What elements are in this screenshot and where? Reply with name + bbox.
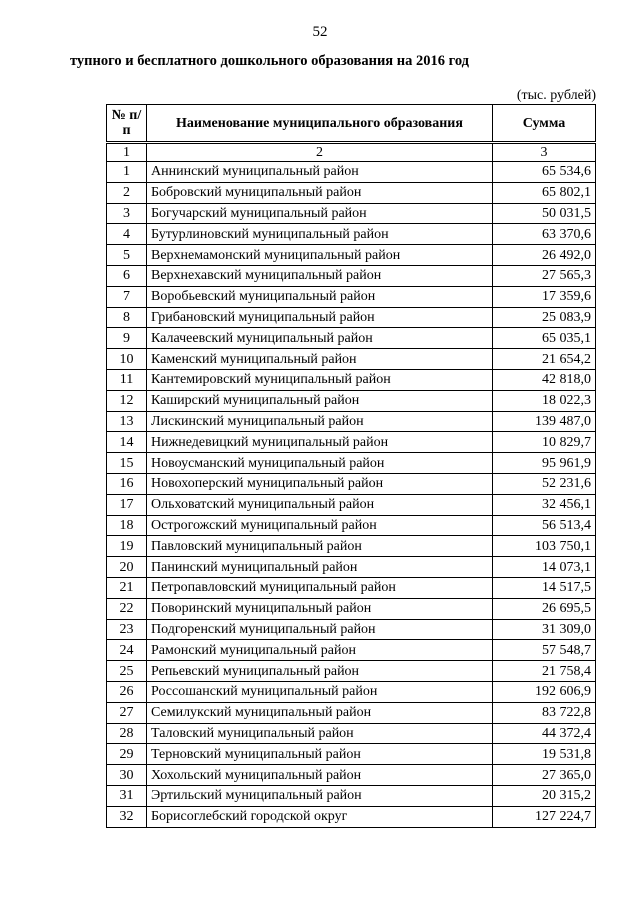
row-number: 31 <box>107 785 147 806</box>
table-row <box>107 203 596 224</box>
row-number: 2 <box>107 182 147 203</box>
row-number: 24 <box>107 640 147 661</box>
table-row <box>107 785 596 806</box>
table-row <box>107 515 596 536</box>
row-number: 9 <box>107 328 147 349</box>
table-row <box>107 640 596 661</box>
row-sum: 52 231,6 <box>493 473 596 494</box>
row-number: 23 <box>107 619 147 640</box>
document-title: тупного и бесплатного дошкольного образования на 2016 год <box>70 53 470 69</box>
row-sum: 27 565,3 <box>493 265 596 286</box>
row-number: 8 <box>107 307 147 328</box>
table-row <box>107 369 596 390</box>
table-row <box>107 723 596 744</box>
row-sum: 26 492,0 <box>493 245 596 266</box>
municipality-name: Бутурлиновский муниципальный район <box>147 224 493 245</box>
row-sum: 65 534,6 <box>493 162 596 183</box>
table-body <box>107 162 596 828</box>
row-sum: 65 802,1 <box>493 182 596 203</box>
table-row <box>107 744 596 765</box>
page-number: 52 <box>312 24 328 40</box>
row-sum: 21 758,4 <box>493 661 596 682</box>
table-row <box>107 494 596 515</box>
row-number: 26 <box>107 681 147 702</box>
row-number: 27 <box>107 702 147 723</box>
row-sum: 83 722,8 <box>493 702 596 723</box>
row-number: 30 <box>107 765 147 786</box>
table-row <box>107 432 596 453</box>
row-number: 28 <box>107 723 147 744</box>
row-sum: 19 531,8 <box>493 744 596 765</box>
row-number: 10 <box>107 349 147 370</box>
municipality-name: Панинский муниципальный район <box>147 557 493 578</box>
table-row <box>107 390 596 411</box>
municipality-name: Борисоглебский городской округ <box>147 806 493 827</box>
municipality-name: Эртильский муниципальный район <box>147 785 493 806</box>
row-sum: 26 695,5 <box>493 598 596 619</box>
row-number: 18 <box>107 515 147 536</box>
column-number: 1 <box>107 143 147 162</box>
municipality-name: Россошанский муниципальный район <box>147 681 493 702</box>
municipality-name: Каменский муниципальный район <box>147 349 493 370</box>
municipality-name: Терновский муниципальный район <box>147 744 493 765</box>
municipality-name: Воробьевский муниципальный район <box>147 286 493 307</box>
municipality-name: Нижнедевицкий муниципальный район <box>147 432 493 453</box>
municipality-name: Грибановский муниципальный район <box>147 307 493 328</box>
municipality-name: Петропавловский муниципальный район <box>147 577 493 598</box>
row-sum: 18 022,3 <box>493 390 596 411</box>
municipality-name: Хохольский муниципальный район <box>147 765 493 786</box>
row-sum: 95 961,9 <box>493 453 596 474</box>
row-sum: 25 083,9 <box>493 307 596 328</box>
table-row <box>107 307 596 328</box>
table-row <box>107 224 596 245</box>
municipality-name: Новоусманский муниципальный район <box>147 453 493 474</box>
row-number: 11 <box>107 369 147 390</box>
row-number: 29 <box>107 744 147 765</box>
units-note: (тыс. рублей) <box>516 88 596 103</box>
table-row <box>107 453 596 474</box>
header-num: № п/п <box>107 105 147 143</box>
row-number: 3 <box>107 203 147 224</box>
row-number: 25 <box>107 661 147 682</box>
municipality-name: Таловский муниципальный район <box>147 723 493 744</box>
municipality-name: Новохоперский муниципальный район <box>147 473 493 494</box>
row-number: 32 <box>107 806 147 827</box>
row-sum: 65 035,1 <box>493 328 596 349</box>
column-number: 2 <box>147 143 493 162</box>
row-number: 7 <box>107 286 147 307</box>
row-sum: 10 829,7 <box>493 432 596 453</box>
header-row <box>107 105 596 143</box>
column-numbers-row <box>107 143 596 162</box>
row-number: 19 <box>107 536 147 557</box>
table-row <box>107 349 596 370</box>
row-number: 13 <box>107 411 147 432</box>
municipality-name: Лискинский муниципальный район <box>147 411 493 432</box>
municipality-name: Подгоренский муниципальный район <box>147 619 493 640</box>
row-number: 1 <box>107 162 147 183</box>
table-row <box>107 328 596 349</box>
row-sum: 14 517,5 <box>493 577 596 598</box>
table-row <box>107 765 596 786</box>
table-row <box>107 661 596 682</box>
row-number: 14 <box>107 432 147 453</box>
row-sum: 44 372,4 <box>493 723 596 744</box>
row-sum: 20 315,2 <box>493 785 596 806</box>
municipality-name: Рамонский муниципальный район <box>147 640 493 661</box>
row-number: 5 <box>107 245 147 266</box>
row-number: 17 <box>107 494 147 515</box>
municipality-name: Богучарский муниципальный район <box>147 203 493 224</box>
municipality-name: Бобровский муниципальный район <box>147 182 493 203</box>
table-row <box>107 245 596 266</box>
row-sum: 21 654,2 <box>493 349 596 370</box>
row-sum: 103 750,1 <box>493 536 596 557</box>
municipality-name: Каширский муниципальный район <box>147 390 493 411</box>
row-number: 22 <box>107 598 147 619</box>
table-row <box>107 806 596 827</box>
municipality-name: Верхнехавский муниципальный район <box>147 265 493 286</box>
table-row <box>107 536 596 557</box>
table-row <box>107 411 596 432</box>
row-number: 21 <box>107 577 147 598</box>
table-row <box>107 265 596 286</box>
row-sum: 139 487,0 <box>493 411 596 432</box>
row-number: 15 <box>107 453 147 474</box>
row-number: 6 <box>107 265 147 286</box>
row-sum: 56 513,4 <box>493 515 596 536</box>
row-sum: 63 370,6 <box>493 224 596 245</box>
row-sum: 192 606,9 <box>493 681 596 702</box>
table-row <box>107 702 596 723</box>
header-name: Наименование муниципального образования <box>147 105 493 143</box>
municipality-name: Поворинский муниципальный район <box>147 598 493 619</box>
municipality-name: Острогожский муниципальный район <box>147 515 493 536</box>
row-sum: 57 548,7 <box>493 640 596 661</box>
table-row <box>107 681 596 702</box>
table-row <box>107 598 596 619</box>
municipality-name: Аннинский муниципальный район <box>147 162 493 183</box>
row-number: 20 <box>107 557 147 578</box>
table-row <box>107 182 596 203</box>
municipality-name: Семилукский муниципальный район <box>147 702 493 723</box>
row-number: 4 <box>107 224 147 245</box>
row-sum: 50 031,5 <box>493 203 596 224</box>
row-sum: 14 073,1 <box>493 557 596 578</box>
table-row <box>107 286 596 307</box>
municipality-name: Ольховатский муниципальный район <box>147 494 493 515</box>
budget-table <box>106 104 596 828</box>
municipality-name: Кантемировский муниципальный район <box>147 369 493 390</box>
row-sum: 42 818,0 <box>493 369 596 390</box>
municipality-name: Репьевский муниципальный район <box>147 661 493 682</box>
header-sum: Сумма <box>493 105 596 143</box>
row-sum: 127 224,7 <box>493 806 596 827</box>
row-number: 16 <box>107 473 147 494</box>
table-row <box>107 577 596 598</box>
row-number: 12 <box>107 390 147 411</box>
column-number: 3 <box>493 143 596 162</box>
municipality-name: Верхнемамонский муниципальный район <box>147 245 493 266</box>
row-sum: 27 365,0 <box>493 765 596 786</box>
row-sum: 17 359,6 <box>493 286 596 307</box>
row-sum: 32 456,1 <box>493 494 596 515</box>
municipality-name: Павловский муниципальный район <box>147 536 493 557</box>
row-sum: 31 309,0 <box>493 619 596 640</box>
table-row <box>107 557 596 578</box>
table-row <box>107 473 596 494</box>
table-row <box>107 619 596 640</box>
municipality-name: Калачеевский муниципальный район <box>147 328 493 349</box>
table-row <box>107 162 596 183</box>
